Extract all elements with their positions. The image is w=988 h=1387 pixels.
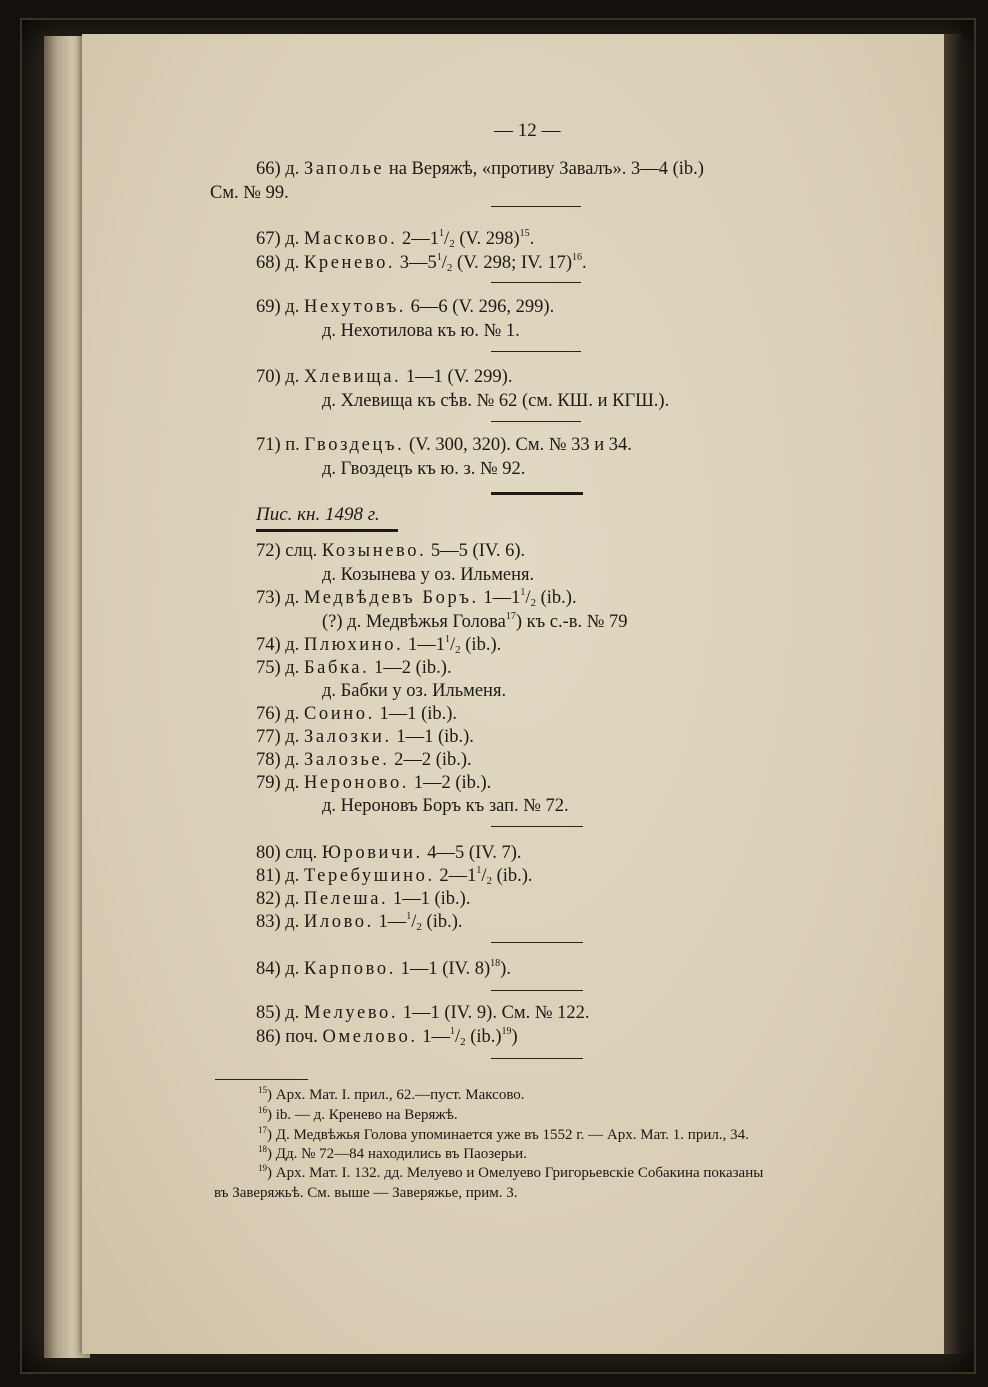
heading-underline xyxy=(256,529,398,532)
entry-77: 77) д. Залозки. 1—1 (ib.). xyxy=(256,727,474,747)
section-rule xyxy=(491,1058,583,1059)
book-page xyxy=(82,34,944,1354)
entry-72-cont: д. Козынева у оз. Ильменя. xyxy=(322,565,535,585)
entry-83: 83) д. Илово. $1—^1/_2$ (ib.). xyxy=(256,911,463,933)
section-rule xyxy=(491,351,581,352)
entry-81: 81) д. Теребушино. $2—1^1/_2$ (ib.). xyxy=(256,865,533,887)
entry-73: 73) д. Медвѣдевъ Боръ. $1—1^1/_2$ (ib.). xyxy=(256,587,577,609)
page-number: — 12 — xyxy=(494,120,561,141)
section-rule xyxy=(491,206,581,207)
entry-86: 86) поч. Омелово. $1—^1/_2$ $(ib.)^{19}$) xyxy=(256,1026,518,1048)
section-rule xyxy=(491,990,583,991)
entry-74: 74) д. Плюхино. $1—1^1/_2$ (ib.). xyxy=(256,634,502,656)
footnote-16: $^{16}$) ib. — д. Кренево на Веряжѣ. xyxy=(258,1105,458,1123)
entry-67: 67) д. Масково. $2—1^1/_2$ (V. 298)$^{15}$. xyxy=(256,228,535,250)
entry-76: 76) д. Соино. 1—1 (ib.). xyxy=(256,704,458,724)
entry-71-cont: д. Гвоздецъ къ ю. з. № 92. xyxy=(322,459,526,479)
footnote-15: $^{15}$) Арх. Мат. I. прил., 62.—пуст. Максово. xyxy=(258,1085,525,1103)
entry-78: 78) д. Залозье. 2—2 (ib.). xyxy=(256,750,472,770)
entry-68: 68) д. Кренево. $3—5^1/_2$ (V. 298; IV. 17)$^{16}$. xyxy=(256,252,587,274)
binding-shadow xyxy=(944,34,962,1354)
footnote-17: $^{17}$) Д. Медвѣжья Голова упоминается уже въ 1552 г. — Арх. Мат. 1. прил., 34. xyxy=(258,1125,749,1143)
entry-66-cont: См. № 99. xyxy=(210,183,289,203)
entry-71: 71) п. Гвоздецъ. (V. 300, 320). См. № 33 и 34. xyxy=(256,435,632,455)
entry-82: 82) д. Пелеша. 1—1 (ib.). xyxy=(256,889,471,909)
entry-80: 80) слц. Юровичи. 4—5 (IV. 7). xyxy=(256,843,522,863)
entry-85: 85) д. Мелуево. 1—1 (IV. 9). См. № 122. xyxy=(256,1003,590,1023)
section-rule xyxy=(491,826,583,827)
entry-70: 70) д. Хлевища. 1—1 (V. 299). xyxy=(256,367,513,387)
entry-79-cont: д. Нероновъ Боръ къ зап. № 72. xyxy=(322,796,569,816)
entry-79: 79) д. Нероново. 1—2 (ib.). xyxy=(256,773,492,793)
entry-69-cont: д. Нехотилова къ ю. № 1. xyxy=(322,321,520,341)
footnote-18: $^{18}$) Дд. № 72—84 находились въ Паозерьи. xyxy=(258,1144,527,1162)
footnote-rule xyxy=(215,1079,308,1080)
entry-69: 69) д. Нехутовъ. 6—6 (V. 296, 299). xyxy=(256,297,555,317)
section-rule xyxy=(491,282,581,283)
section-heading: Пис. кн. 1498 г. xyxy=(256,504,380,525)
entry-73-cont: (?) д. Медвѣжья Голова$^{17}$) къ с.-в. № 79 xyxy=(322,611,628,632)
section-rule-thick xyxy=(491,492,583,495)
entry-66: 66) д. Заполье на Веряжѣ, «противу Завалъ». 3—4 (ib.) xyxy=(256,159,704,179)
footnote-19-cont: въ Заверяжьѣ. См. выше — Заверяжье, прим. 3. xyxy=(214,1185,518,1201)
entry-75-cont: д. Бабки у оз. Ильменя. xyxy=(322,681,507,701)
section-rule xyxy=(491,421,581,422)
entry-75: 75) д. Бабка. 1—2 (ib.). xyxy=(256,658,452,678)
entry-72: 72) слц. Козынево. 5—5 (IV. 6). xyxy=(256,541,526,561)
entry-70-cont: д. Хлевища къ сѣв. № 62 (см. КШ. и КГШ.). xyxy=(322,391,670,411)
section-rule xyxy=(491,942,583,943)
entry-84: 84) д. Карпово. 1—1 (IV. 8)$^{18}$). xyxy=(256,958,511,979)
footnote-19: $^{19}$) Арх. Мат. I. 132. дд. Мелуево и Омелуево Григорьевскіе Собакина показаны xyxy=(258,1163,764,1181)
